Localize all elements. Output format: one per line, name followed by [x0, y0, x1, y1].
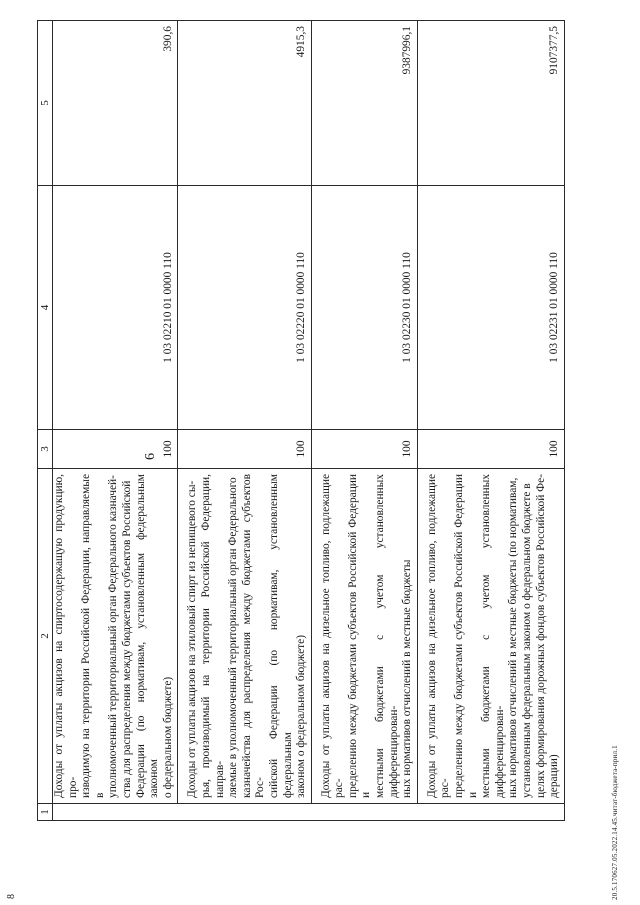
description-line: пределению между бюджетами субъектов Российской Федерации и [453, 474, 479, 798]
description-line: Доходы от уплаты акцизов на этиловый спирт из непищевого сы- [186, 480, 199, 798]
revenue-table [37, 20, 565, 821]
header-col-5: 5 [38, 21, 53, 186]
row-budget-code: 1 03 02230 01 0000 110 [311, 186, 417, 430]
row-budget-code: 1 03 02220 01 0000 110 [178, 186, 311, 430]
table-row [311, 21, 417, 821]
row-amount: 390,6 [53, 21, 178, 186]
row-amount: 9107377,5 [417, 21, 564, 186]
row-description [53, 469, 178, 804]
table-row [53, 21, 178, 821]
description-line: ляемые в уполномоченный территориальный орган Федерального [227, 477, 240, 798]
header-col-2: 2 [38, 469, 53, 804]
description-line: местными бюджетами с учетом установленных дифференцирован- [480, 474, 506, 798]
header-col-3: 3 [38, 430, 53, 469]
description-line: Доходы от уплаты акцизов на дизельное топливо, подлежащие рас- [425, 474, 452, 798]
description-line: ных нормативов отчислений в местные бюджеты [401, 559, 414, 798]
row-budget-code: 1 03 02210 01 0000 110 [53, 186, 178, 430]
header-col-4: 4 [38, 186, 53, 430]
row-budget-code: 1 03 02231 01 0000 110 [417, 186, 564, 430]
description-line: местными бюджетами с учетом установленных дифференцирован- [374, 474, 400, 798]
description-line: казначейства для распределения между бюджетами субъектов Рос- [240, 474, 267, 798]
header-col-1: 1 [38, 804, 53, 821]
description-line: ства для распределения между бюджетами субъектов Российской [120, 480, 133, 798]
row-index-cell [53, 804, 178, 821]
row-index-cell [178, 804, 311, 821]
row-admin-code: 100 [311, 430, 417, 469]
description-line: о федеральном бюджете) [161, 676, 174, 798]
description-line: уполномоченный территориальный орган Федерального казначей- [107, 475, 120, 798]
row-description [311, 469, 417, 804]
description-line: законом о федеральном бюджете) [295, 635, 308, 798]
description-line: Федерации (по нормативам, установленным федеральным законом [134, 474, 161, 798]
row-amount: 9387996,1 [311, 21, 417, 186]
row-admin-code: 100 [53, 430, 178, 469]
document-reference-code: 20.5.170627.05.2022.14.45.читат-бюджета-прил.1 [611, 745, 619, 900]
description-line: дерации) [548, 754, 561, 798]
row-amount: 4915,3 [178, 21, 311, 186]
table-header-row [38, 21, 53, 821]
table-row [178, 21, 311, 821]
description-line: пределению между бюджетами субъектов Российской Федерации и [346, 474, 373, 798]
description-line: ных нормативов отчислений в местные бюджеты (по нормативам, [507, 477, 520, 798]
row-index-cell [311, 804, 417, 821]
description-line: изводимую на территории Российской Федерации, направляемые в [80, 474, 106, 798]
description-line: Доходы от уплаты акцизов на спиртосодержащую продукцию, про- [53, 474, 79, 798]
description-line: установленным федеральным законом о федеральном бюджете в [521, 483, 533, 798]
row-admin-code: 100 [417, 430, 564, 469]
row-description [178, 469, 311, 804]
description-line: Доходы от уплаты акцизов на дизельное топливо, подлежащие рас- [319, 474, 346, 798]
description-line: рья, производимый на территории Российской Федерации, направ- [199, 474, 226, 798]
description-line: сийской Федерации (по нормативам, установленным федеральным [267, 474, 294, 798]
page-number: 6 [143, 453, 158, 460]
row-index-cell [417, 804, 564, 821]
row-admin-code: 100 [178, 430, 311, 469]
row-description [417, 469, 564, 804]
corner-mark: 8 [6, 894, 17, 899]
table-row [417, 21, 564, 821]
description-line: целях формирования дорожных фондов субъектов Российской Фе- [534, 474, 547, 798]
